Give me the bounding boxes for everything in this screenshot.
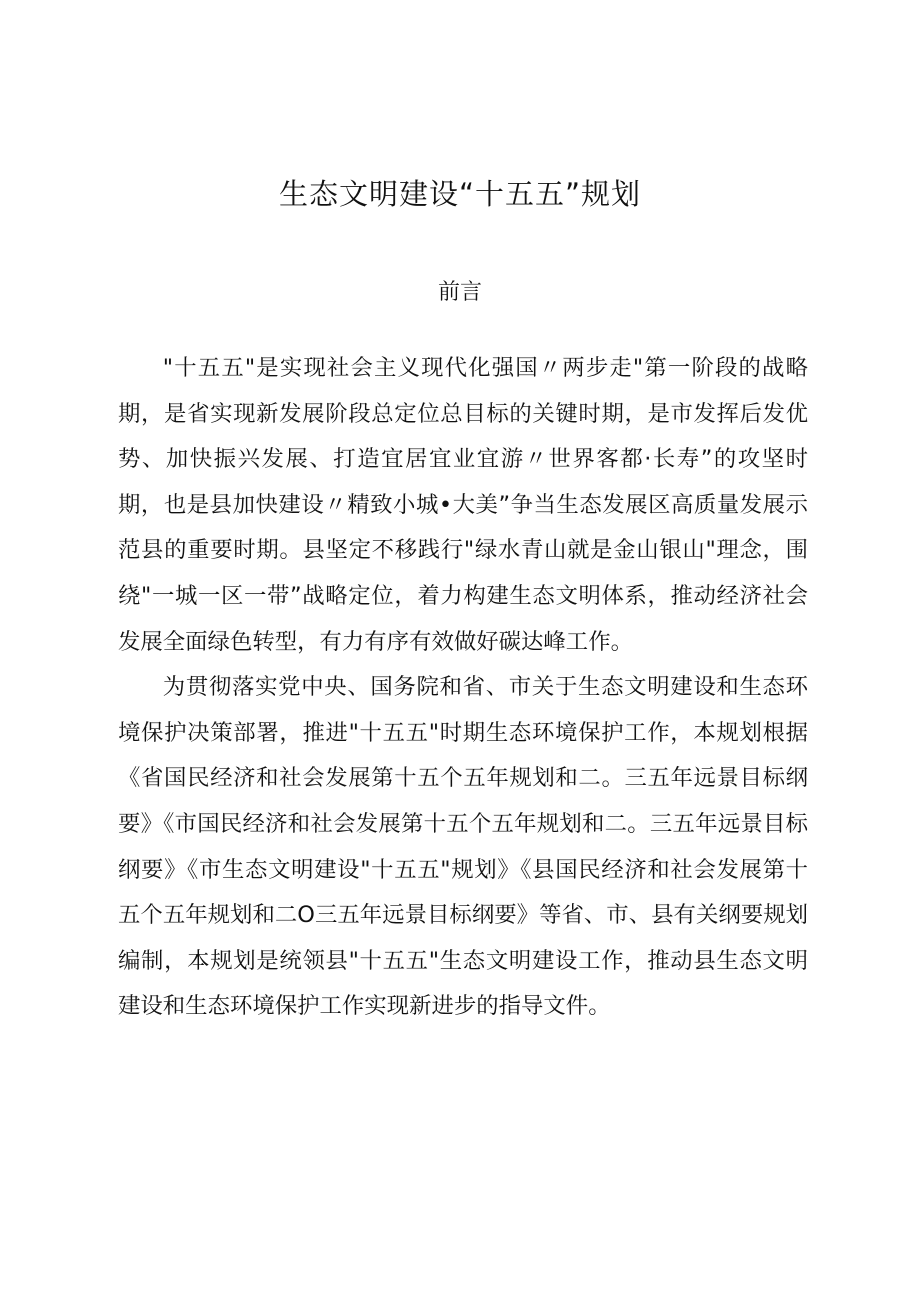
document-title: 生态文明建设“十五五”规划 [278, 177, 642, 211]
paragraph-1: "十五五"是实现社会主义现代化强国〃两步走"第一阶段的战略期，是省实现新发展阶段总定位总目标的关键时期，是市发挥后发优势、加快振兴发展、打造宜居宜业宜游〃世界客都·长寿”的攻坚时期，也是县加快建设〃精致小城•大美”争当生态发展区高质量发展示范县的重要时期。县坚定不移践行"绿水青山就是金山银山"理念，围绕"一城一区一带”战略定位，着力构建生态文明体系，推动经济社会发展全面绿色转型，有力有序有效做好碳达峰工作。 [118, 355, 808, 655]
document-body [118, 346, 808, 1030]
paragraph-2: 为贯彻落实党中央、国务院和省、市关于生态文明建设和生态环境保护决策部署，推进"十五五"时期生态环境保护工作，本规划根据《省国民经济和社会发展第十五个五年规划和二。三五年远景目标纲要》《市国民经济和社会发展第十五个五年规划和二。三五年远景目标纲要》《市生态文明建设"十五五"规划》《县国民经济和社会发展第十五个五年规划和二O三五年远景目标纲要》等省、市、县有关纲要规划编制，本规划是统领县"十五五"生态文明建设工作，推动县生态文明建设和生态环境保护工作实现新进步的指导文件。 [118, 674, 808, 1020]
section-heading-preface: 前言 [437, 280, 482, 305]
